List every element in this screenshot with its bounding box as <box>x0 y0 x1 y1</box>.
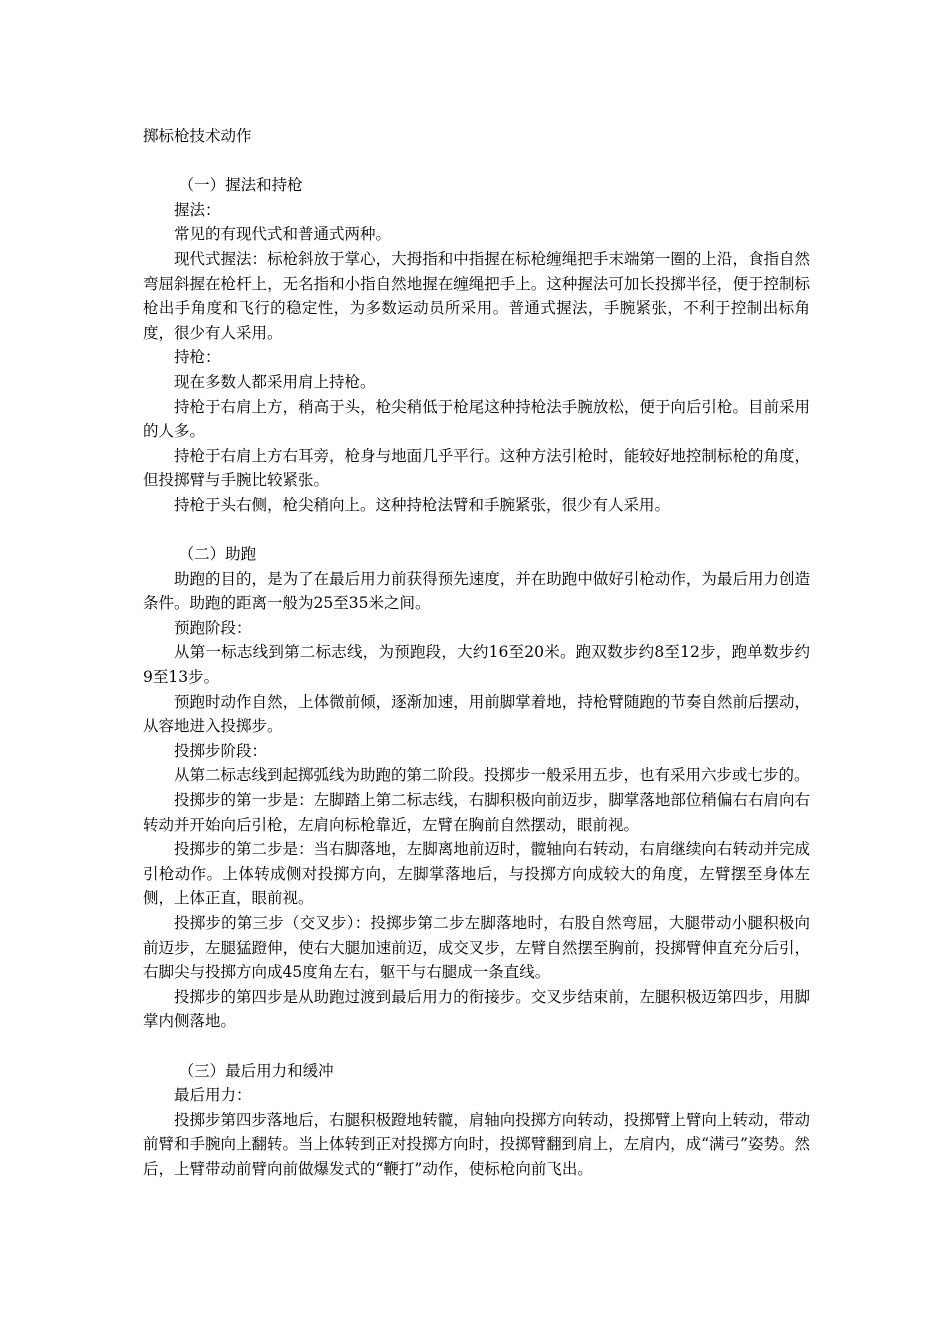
section-heading-final-effort: （三）最后用力和缓冲 <box>178 1061 334 1080</box>
paragraph: 预跑阶段： <box>174 618 252 637</box>
paragraph: 从第一标志线到第二标志线，为预跑段，大约16至20米。跑双数步约8至12步，跑单数步约9至13步。 <box>143 643 810 687</box>
paragraph: 握法： <box>174 200 221 219</box>
paragraph: 投掷步阶段： <box>174 741 268 760</box>
paragraph: 持枪于右肩上方右耳旁，枪身与地面几乎平行。这种方法引枪时，能较好地控制标枪的角度，但投掷臂与手腕比较紧张。 <box>143 446 810 490</box>
paragraph: 投掷步的第一步是：左脚踏上第二标志线，右脚积极向前迈步，脚掌落地部位稍偏右右肩向右转动并开始向后引枪，左肩向标枪靠近，左臂在胸前自然摆动，眼前视。 <box>143 791 810 834</box>
section-heading-run-up: （二）助跑 <box>178 545 257 564</box>
blank-line <box>143 518 810 543</box>
paragraph: 持枪于右肩上方，稍高于头，枪尖稍低于枪尾这种持枪法手腕放松，便于向后引枪。目前采用的人多。 <box>143 397 810 441</box>
document-page <box>143 124 810 1182</box>
section-heading-grip: （一）握法和持枪 <box>178 176 303 195</box>
paragraph: 投掷步的第四步是从助跑过渡到最后用力的衔接步。交叉步结束前，左腿积极迈第四步，用脚掌内侧落地。 <box>143 987 810 1031</box>
paragraph: 从第二标志线到起掷弧线为助跑的第二阶段。投掷步一般采用五步，也有采用六步或七步的。 <box>174 766 810 785</box>
paragraph: 现在多数人都采用肩上持枪。 <box>174 372 376 391</box>
paragraph: 持枪： <box>174 348 221 367</box>
paragraph: 常见的有现代式和普通式两种。 <box>174 225 392 244</box>
paragraph: 预跑时动作自然，上体微前倾，逐渐加速，用前脚掌着地，持枪臂随跑的节奏自然前后摆动，从容地进入投掷步。 <box>143 692 810 736</box>
paragraph: 持枪于头右侧，枪尖稍向上。这种持枪法臂和手腕紧张，很少有人采用。 <box>174 495 671 514</box>
paragraph: 投掷步的第二步是：当右脚落地，左脚离地前迈时，髋轴向右转动，右肩继续向右转动并完成引枪动作。上体转成侧对投掷方向，左脚掌落地后，与投掷方向成较大的角度，左臂摆至身体左侧，上体正直，眼前视。 <box>143 840 810 908</box>
blank-line <box>143 1034 810 1059</box>
document-title: 掷标枪技术动作 <box>143 127 252 145</box>
paragraph: 最后用力： <box>174 1086 252 1105</box>
paragraph: 助跑的目的，是为了在最后用力前获得预先速度，并在助跑中做好引枪动作，为最后用力创造条件。助跑的距离一般为25至35米之间。 <box>143 569 810 613</box>
paragraph: 投掷步第四步落地后，右腿积极蹬地转髋，肩轴向投掷方向转动，投掷臂上臂向上转动，带动前臂和手腕向上翻转。当上体转到正对投掷方向时，投掷臂翻到肩上，左肩内，成“满弓”姿势。然后，上臂带动前臂向前做爆发式的“鞭打”动作，使标枪向前飞出。 <box>143 1110 810 1178</box>
paragraph: 投掷步的第三步（交叉步）：投掷步第二步左脚落地时，右股自然弯屈，大腿带动小腿积极向前迈步，左腿猛蹬伸，使右大腿加速前迈，成交叉步，左臂自然摆至胸前，投掷臂伸直充分后引，右脚尖与投掷方向成45度角左右，躯干与右腿成一条直线。 <box>143 914 810 982</box>
paragraph: 现代式握法：标枪斜放于掌心，大拇指和中指握在标枪缠绳把手末端第一圈的上沿，食指自然弯屈斜握在枪杆上，无名指和小指自然地握在缠绳把手上。这种握法可加长投掷半径，便于控制标枪出手角度和飞行的稳定性，为多数运动员所采用。普通式握法，手腕紧张，不利于控制出标角度，很少有人采用。 <box>143 249 810 342</box>
